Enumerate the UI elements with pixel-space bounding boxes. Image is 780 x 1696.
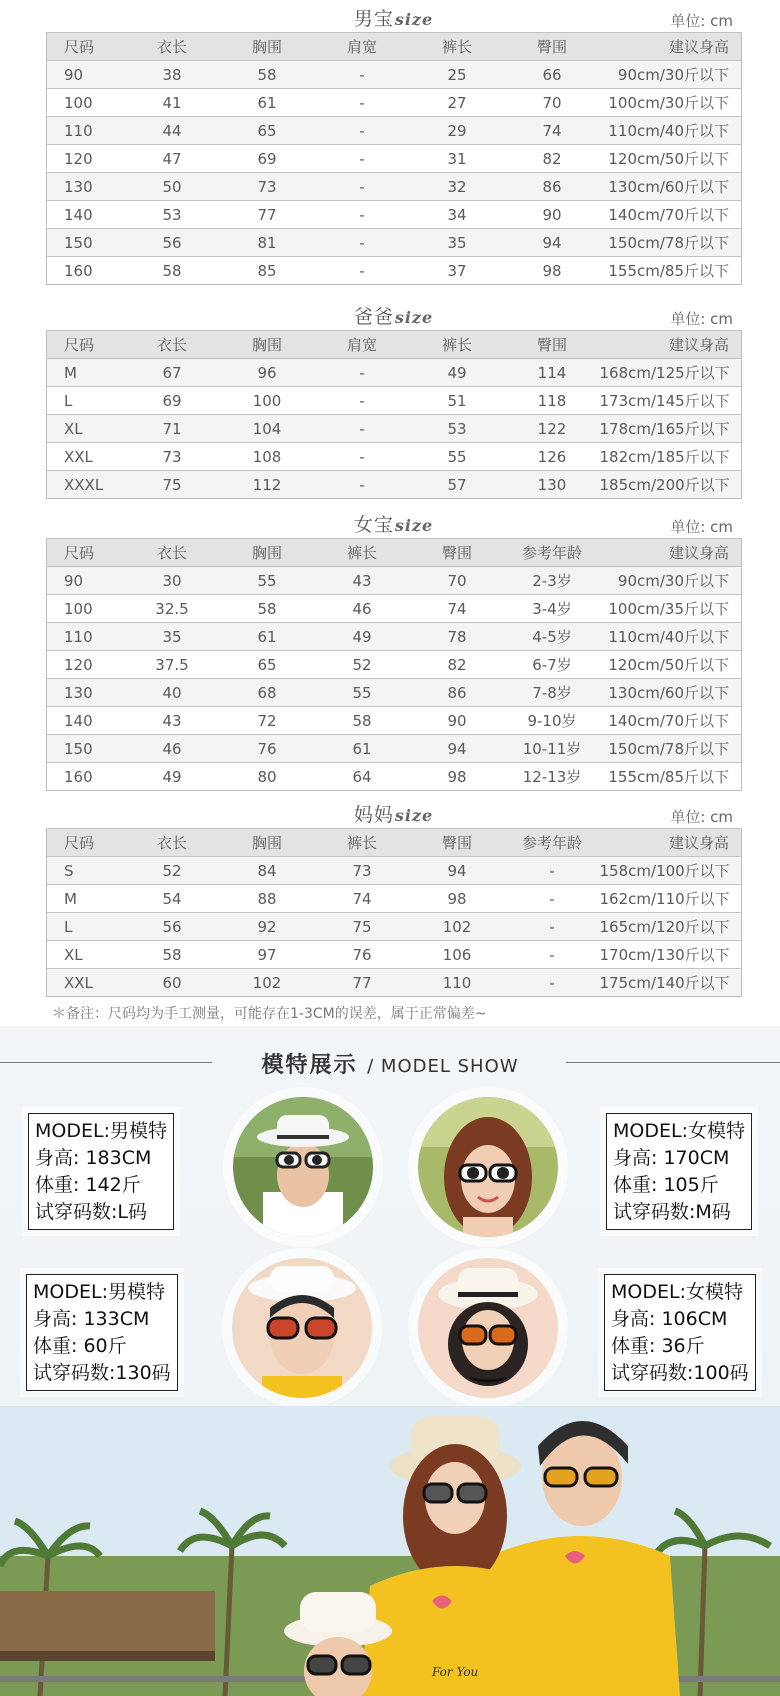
table-cell: 74 — [315, 885, 410, 913]
column-header: 尺码 — [47, 829, 125, 857]
table-cell: 51 — [410, 387, 505, 415]
table-cell: 86 — [505, 173, 600, 201]
table-header-row — [47, 331, 742, 359]
table-cell: 120cm/50斤以下 — [600, 145, 742, 173]
table-cell: 182cm/185斤以下 — [600, 443, 742, 471]
table-cell: 64 — [315, 763, 410, 791]
table-cell: 35 — [410, 229, 505, 257]
table-cell: 73 — [315, 857, 410, 885]
column-header: 肩宽 — [315, 331, 410, 359]
table-cell: 150 — [47, 735, 125, 763]
table-cell: 140 — [47, 201, 125, 229]
table-cell: 49 — [410, 359, 505, 387]
table-cell: 110 — [47, 117, 125, 145]
table-cell: 75 — [125, 471, 220, 499]
model-info-line: MODEL:女模特 — [613, 1120, 745, 1142]
table-cell: 88 — [220, 885, 315, 913]
size-table-title — [46, 4, 741, 31]
table-cell: 140 — [47, 707, 125, 735]
table-cell: 120 — [47, 651, 125, 679]
model-show-title-en: / MODEL SHOW — [367, 1056, 519, 1077]
table-row — [47, 735, 742, 763]
table-cell: 96 — [220, 359, 315, 387]
table-cell: 75 — [315, 913, 410, 941]
table-cell: 57 — [410, 471, 505, 499]
model-info-line: 体重: 142斤 — [35, 1174, 141, 1196]
model-info-line: 试穿码数:L码 — [35, 1201, 147, 1223]
table-row — [47, 857, 742, 885]
table-cell: 114 — [505, 359, 600, 387]
unit-label: 单位: cm — [670, 310, 733, 328]
table-cell: 98 — [410, 885, 505, 913]
table-cell: XXL — [47, 969, 125, 997]
unit-label: 单位: cm — [670, 12, 733, 30]
model-info-line: 身高: 133CM — [33, 1308, 150, 1330]
table-cell: 58 — [220, 595, 315, 623]
table-cell: 74 — [505, 117, 600, 145]
table-cell: 73 — [220, 173, 315, 201]
table-cell: M — [47, 885, 125, 913]
column-header: 胸围 — [220, 829, 315, 857]
table-cell: - — [505, 941, 600, 969]
table-cell: 150cm/78斤以下 — [600, 735, 742, 763]
girl-in-hat-photo — [418, 1258, 558, 1398]
table-cell: 38 — [125, 61, 220, 89]
table-row — [47, 471, 742, 499]
table-cell: - — [315, 117, 410, 145]
model-show-title — [0, 1048, 780, 1079]
table-cell: 86 — [410, 679, 505, 707]
table-row — [47, 567, 742, 595]
table-cell: 27 — [410, 89, 505, 117]
table-cell: 12-13岁 — [505, 763, 600, 791]
table-cell: 90cm/30斤以下 — [600, 567, 742, 595]
column-header: 臀围 — [505, 331, 600, 359]
table-cell: 150 — [47, 229, 125, 257]
table-cell: 68 — [220, 679, 315, 707]
table-header-row — [47, 539, 742, 567]
table-cell: 60 — [125, 969, 220, 997]
table-cell: 53 — [125, 201, 220, 229]
table-cell: 58 — [220, 61, 315, 89]
table-cell: 35 — [125, 623, 220, 651]
table-cell: 160 — [47, 257, 125, 285]
table-row — [47, 913, 742, 941]
model-info-mom — [606, 1113, 752, 1230]
table-cell: 61 — [220, 623, 315, 651]
table-cell: 65 — [220, 117, 315, 145]
table-cell: 90 — [47, 61, 125, 89]
table-cell: 82 — [410, 651, 505, 679]
table-cell: - — [315, 89, 410, 117]
table-cell: 10-11岁 — [505, 735, 600, 763]
column-header: 胸围 — [220, 539, 315, 567]
column-header: 臀围 — [410, 829, 505, 857]
table-cell: - — [315, 61, 410, 89]
table-cell: L — [47, 913, 125, 941]
table-cell: 94 — [410, 735, 505, 763]
table-cell: 106 — [410, 941, 505, 969]
table-cell: 50 — [125, 173, 220, 201]
model-info-line: 试穿码数:130码 — [33, 1362, 171, 1384]
table-cell: - — [315, 201, 410, 229]
table-cell: 43 — [315, 567, 410, 595]
table-cell: 130 — [505, 471, 600, 499]
table-cell: 58 — [315, 707, 410, 735]
table-cell: 40 — [125, 679, 220, 707]
table-cell: 61 — [220, 89, 315, 117]
table-row — [47, 387, 742, 415]
table-cell: 110cm/40斤以下 — [600, 117, 742, 145]
table-cell: 65 — [220, 651, 315, 679]
table-cell: 102 — [410, 913, 505, 941]
column-header: 裤长 — [315, 539, 410, 567]
column-header: 尺码 — [47, 33, 125, 61]
table-cell: 55 — [220, 567, 315, 595]
table-cell: 162cm/110斤以下 — [600, 885, 742, 913]
table-cell: - — [315, 173, 410, 201]
table-cell: 112 — [220, 471, 315, 499]
table-cell: 41 — [125, 89, 220, 117]
table-row — [47, 969, 742, 997]
table-cell: 56 — [125, 229, 220, 257]
table-cell: 29 — [410, 117, 505, 145]
table-cell: - — [505, 857, 600, 885]
column-header: 裤长 — [315, 829, 410, 857]
table-cell: 43 — [125, 707, 220, 735]
model-info-dad — [28, 1113, 174, 1230]
table-cell: 130 — [47, 173, 125, 201]
table-cell: 90cm/30斤以下 — [600, 61, 742, 89]
column-header: 衣长 — [125, 539, 220, 567]
table-cell: 158cm/100斤以下 — [600, 857, 742, 885]
table-cell: 66 — [505, 61, 600, 89]
column-header: 臀围 — [505, 33, 600, 61]
size-word-logo: size — [394, 308, 434, 327]
model-info-line: MODEL:男模特 — [33, 1281, 165, 1303]
table-cell: 98 — [410, 763, 505, 791]
table-cell: 97 — [220, 941, 315, 969]
size-table-title-text: 女宝 — [353, 514, 394, 536]
table-cell: 55 — [315, 679, 410, 707]
table-cell: - — [315, 387, 410, 415]
model-info-line: 试穿码数:M码 — [613, 1201, 731, 1223]
model-info-line: 体重: 60斤 — [33, 1335, 127, 1357]
column-header: 衣长 — [125, 33, 220, 61]
table-cell: - — [315, 443, 410, 471]
column-header: 建议身高 — [600, 33, 742, 61]
table-cell: 100cm/35斤以下 — [600, 595, 742, 623]
table-cell: 7-8岁 — [505, 679, 600, 707]
table-cell: 100 — [220, 387, 315, 415]
size-table — [46, 828, 742, 997]
table-cell: 77 — [220, 201, 315, 229]
table-cell: 2-3岁 — [505, 567, 600, 595]
table-row — [47, 117, 742, 145]
table-cell: - — [505, 969, 600, 997]
table-row — [47, 89, 742, 117]
table-cell: 4-5岁 — [505, 623, 600, 651]
unit-label: 单位: cm — [670, 808, 733, 826]
table-cell: 126 — [505, 443, 600, 471]
table-cell: - — [315, 229, 410, 257]
table-cell: - — [315, 415, 410, 443]
table-cell: 67 — [125, 359, 220, 387]
model-info-line: 试穿码数:100码 — [611, 1362, 749, 1384]
column-header: 建议身高 — [600, 539, 742, 567]
column-header: 建议身高 — [600, 829, 742, 857]
size-word-logo: size — [394, 10, 434, 29]
table-cell: 37.5 — [125, 651, 220, 679]
model-info-line: MODEL:男模特 — [35, 1120, 167, 1142]
table-cell: 49 — [125, 763, 220, 791]
table-row — [47, 201, 742, 229]
table-cell: 81 — [220, 229, 315, 257]
table-cell: 92 — [220, 913, 315, 941]
table-cell: 85 — [220, 257, 315, 285]
table-cell: 173cm/145斤以下 — [600, 387, 742, 415]
table-cell: 70 — [505, 89, 600, 117]
column-header: 臀围 — [410, 539, 505, 567]
table-cell: - — [505, 885, 600, 913]
table-header-row — [47, 829, 742, 857]
table-cell: 70 — [410, 567, 505, 595]
size-table-title-text: 妈妈 — [353, 804, 394, 826]
model-info-line: 身高: 170CM — [613, 1147, 730, 1169]
table-cell: XL — [47, 415, 125, 443]
table-cell: XXL — [47, 443, 125, 471]
table-row — [47, 145, 742, 173]
column-header: 衣长 — [125, 829, 220, 857]
table-cell: 140cm/70斤以下 — [600, 201, 742, 229]
size-table-title-text: 爸爸 — [353, 306, 394, 328]
table-header-row — [47, 33, 742, 61]
table-cell: 130cm/60斤以下 — [600, 173, 742, 201]
family-photo-banner — [0, 1406, 780, 1696]
size-table-title — [46, 302, 741, 329]
table-cell: 37 — [410, 257, 505, 285]
table-cell: S — [47, 857, 125, 885]
table-cell: 73 — [125, 443, 220, 471]
table-cell: 102 — [220, 969, 315, 997]
table-cell: 49 — [315, 623, 410, 651]
table-cell: 110 — [410, 969, 505, 997]
table-cell: 52 — [125, 857, 220, 885]
table-row — [47, 173, 742, 201]
shirt-text: For You — [432, 1665, 479, 1679]
table-row — [47, 359, 742, 387]
size-table-title-text: 男宝 — [353, 8, 394, 30]
table-cell: 6-7岁 — [505, 651, 600, 679]
table-cell: 94 — [410, 857, 505, 885]
column-header: 胸围 — [220, 33, 315, 61]
table-cell: - — [505, 913, 600, 941]
table-cell: 130cm/60斤以下 — [600, 679, 742, 707]
column-header: 胸围 — [220, 331, 315, 359]
table-cell: 175cm/140斤以下 — [600, 969, 742, 997]
table-cell: 150cm/78斤以下 — [600, 229, 742, 257]
column-header: 肩宽 — [315, 33, 410, 61]
table-row — [47, 595, 742, 623]
boy-in-hat-photo — [232, 1258, 372, 1398]
table-cell: 31 — [410, 145, 505, 173]
size-table-title — [46, 800, 741, 827]
table-row — [47, 885, 742, 913]
table-cell: - — [315, 145, 410, 173]
column-header: 裤长 — [410, 331, 505, 359]
table-cell: 46 — [315, 595, 410, 623]
table-cell: 54 — [125, 885, 220, 913]
table-cell: 3-4岁 — [505, 595, 600, 623]
table-cell: 178cm/165斤以下 — [600, 415, 742, 443]
table-cell: 69 — [125, 387, 220, 415]
table-cell: 52 — [315, 651, 410, 679]
family-photo-illustration — [0, 1406, 780, 1696]
model-show-title-cn: 模特展示 — [261, 1053, 358, 1078]
table-cell: 47 — [125, 145, 220, 173]
man-in-white-hat-photo — [233, 1097, 373, 1237]
table-cell: 108 — [220, 443, 315, 471]
table-cell: 118 — [505, 387, 600, 415]
table-cell: 77 — [315, 969, 410, 997]
table-cell: 140cm/70斤以下 — [600, 707, 742, 735]
table-cell: 74 — [410, 595, 505, 623]
size-table — [46, 538, 742, 791]
table-row — [47, 257, 742, 285]
table-cell: 100cm/30斤以下 — [600, 89, 742, 117]
column-header: 建议身高 — [600, 331, 742, 359]
table-row — [47, 651, 742, 679]
column-header: 参考年龄 — [505, 829, 600, 857]
size-table-title — [46, 510, 741, 537]
table-cell: 104 — [220, 415, 315, 443]
table-cell: - — [315, 257, 410, 285]
table-cell: 80 — [220, 763, 315, 791]
table-cell: 34 — [410, 201, 505, 229]
column-header: 参考年龄 — [505, 539, 600, 567]
table-row — [47, 443, 742, 471]
table-cell: 58 — [125, 257, 220, 285]
table-cell: 94 — [505, 229, 600, 257]
table-cell: 32 — [410, 173, 505, 201]
table-cell: 100 — [47, 595, 125, 623]
table-cell: 90 — [47, 567, 125, 595]
size-word-logo: size — [394, 806, 434, 825]
model-info-boy — [26, 1274, 178, 1391]
model-info-line: MODEL:女模特 — [611, 1281, 743, 1303]
size-word-logo: size — [394, 516, 434, 535]
table-cell: 185cm/200斤以下 — [600, 471, 742, 499]
table-row — [47, 415, 742, 443]
table-cell: 76 — [315, 941, 410, 969]
table-row — [47, 707, 742, 735]
table-cell: 44 — [125, 117, 220, 145]
table-cell: 90 — [505, 201, 600, 229]
table-cell: 69 — [220, 145, 315, 173]
measurement-note: ＊备注：尺码均为手工测量，可能存在1-3CM的误差，属于正常偏差~ — [52, 1006, 487, 1022]
table-cell: 130 — [47, 679, 125, 707]
table-cell: 165cm/120斤以下 — [600, 913, 742, 941]
table-cell: 82 — [505, 145, 600, 173]
table-cell: 155cm/85斤以下 — [600, 257, 742, 285]
table-cell: - — [315, 359, 410, 387]
table-cell: XXXL — [47, 471, 125, 499]
table-cell: 110cm/40斤以下 — [600, 623, 742, 651]
table-cell: 168cm/125斤以下 — [600, 359, 742, 387]
table-cell: 100 — [47, 89, 125, 117]
size-table — [46, 32, 742, 285]
table-cell: 30 — [125, 567, 220, 595]
table-cell: 122 — [505, 415, 600, 443]
table-cell: 78 — [410, 623, 505, 651]
table-cell: 90 — [410, 707, 505, 735]
table-cell: 53 — [410, 415, 505, 443]
column-header: 尺码 — [47, 331, 125, 359]
table-cell: 170cm/130斤以下 — [600, 941, 742, 969]
table-row — [47, 61, 742, 89]
table-cell: 84 — [220, 857, 315, 885]
table-row — [47, 679, 742, 707]
table-cell: 71 — [125, 415, 220, 443]
table-cell: M — [47, 359, 125, 387]
table-cell: 98 — [505, 257, 600, 285]
table-cell: 155cm/85斤以下 — [600, 763, 742, 791]
column-header: 衣长 — [125, 331, 220, 359]
table-row — [47, 763, 742, 791]
table-cell: 55 — [410, 443, 505, 471]
table-cell: 76 — [220, 735, 315, 763]
table-cell: 9-10岁 — [505, 707, 600, 735]
table-cell: 46 — [125, 735, 220, 763]
model-info-line: 体重: 105斤 — [613, 1174, 719, 1196]
woman-in-sunglasses-photo — [418, 1097, 558, 1237]
table-cell: 120cm/50斤以下 — [600, 651, 742, 679]
unit-label: 单位: cm — [670, 518, 733, 536]
table-row — [47, 229, 742, 257]
table-row — [47, 623, 742, 651]
table-cell: L — [47, 387, 125, 415]
model-info-line: 体重: 36斤 — [611, 1335, 705, 1357]
column-header: 尺码 — [47, 539, 125, 567]
model-info-line: 身高: 183CM — [35, 1147, 152, 1169]
table-cell: 72 — [220, 707, 315, 735]
table-cell: 160 — [47, 763, 125, 791]
table-cell: 110 — [47, 623, 125, 651]
table-row — [47, 941, 742, 969]
table-cell: - — [315, 471, 410, 499]
table-cell: 58 — [125, 941, 220, 969]
table-cell: 32.5 — [125, 595, 220, 623]
table-cell: 56 — [125, 913, 220, 941]
table-cell: 120 — [47, 145, 125, 173]
table-cell: XL — [47, 941, 125, 969]
model-info-girl — [604, 1274, 756, 1391]
size-table — [46, 330, 742, 499]
table-cell: 61 — [315, 735, 410, 763]
column-header: 裤长 — [410, 33, 505, 61]
table-cell: 25 — [410, 61, 505, 89]
model-info-line: 身高: 106CM — [611, 1308, 728, 1330]
